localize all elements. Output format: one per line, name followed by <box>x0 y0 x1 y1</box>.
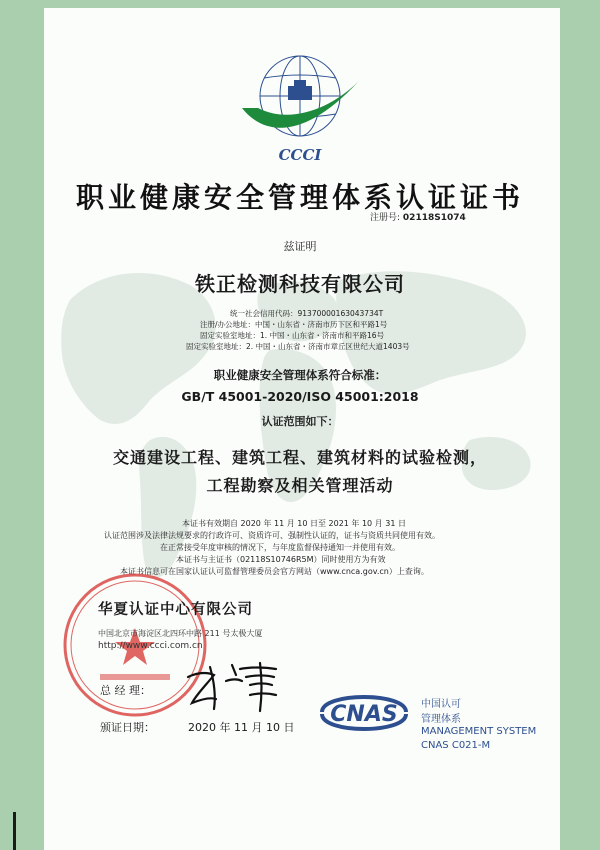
scope-line-2: 工程勘察及相关管理活动 <box>206 476 394 495</box>
cnas-line-4: CNAS C021-M <box>421 740 491 751</box>
cnas-logo-icon <box>312 684 416 742</box>
validity-line-4: 本证书与主证书（02118S10746R5M）同时使用方为有效 <box>176 555 386 564</box>
standard-label: 职业健康安全管理体系符合标准： <box>213 368 387 382</box>
logo-text: CCCI <box>278 146 322 164</box>
hereby-certify: 兹证明 <box>283 240 317 253</box>
lab-address-2-line: 固定实验室地址：2. 中国・山东省・济南市章丘区世纪大道1403号 <box>186 342 410 351</box>
registration-value: 02118S1074 <box>402 213 466 223</box>
cnas-line-2: 管理体系 <box>421 714 461 725</box>
registered-address-line: 注册/办公地址：中国・山东省・济南市历下区和平路1号 <box>200 320 388 329</box>
validity-line-5: 本证书信息可在国家认证认可监督管理委员会官方网站（www.cnca.gov.cn）上查询。 <box>120 567 429 576</box>
registration-label: 注册号: <box>370 213 401 223</box>
scope-line-1: 交通建设工程、建筑工程、建筑材料的试验检测， <box>112 448 487 467</box>
credit-code-line: 统一社会信用代码：91370000163043734T <box>230 309 384 318</box>
cnas-line-1: 中国认可 <box>421 699 461 710</box>
validity-line-2: 认证范围涉及法律法规要求的行政许可、资质许可、强制性认证的，证书与资质共同使用有效。 <box>104 531 440 540</box>
validity-line-1: 本证书有效期自 2020 年 11 月 10 日至 2021 年 10 月 31 日 <box>182 519 406 528</box>
certificate-title: 职业健康安全管理体系认证证书 <box>75 181 524 214</box>
issue-date-label: 颁证日期： <box>100 721 155 734</box>
scope-label: 认证范围如下： <box>261 415 339 428</box>
issuer-name: 华夏认证中心有限公司 <box>98 602 253 618</box>
general-manager-label: 总 经 理： <box>100 684 151 697</box>
issue-date-value: 2020 年 11 月 10 日 <box>188 721 295 734</box>
issuer-address: 中国北京市海淀区北四环中路 211 号太极大厦 <box>98 629 263 638</box>
cnas-line-3: MANAGEMENT SYSTEM <box>421 726 537 737</box>
cnas-logo-text: CNAS <box>330 702 398 727</box>
registration-number <box>370 210 466 223</box>
company-name: 铁正检测科技有限公司 <box>195 272 405 296</box>
ccci-logo-icon <box>234 48 366 168</box>
handwritten-signature-icon <box>180 655 290 715</box>
standard-value: GB/T 45001-2020/ISO 45001:2018 <box>181 389 419 404</box>
issuer-website[interactable]: http://www.ccci.com.cn <box>98 641 203 651</box>
scan-edge-mark <box>13 812 16 850</box>
lab-address-1-line: 固定实验室地址：1. 中国・山东省・济南市和平路16号 <box>200 331 385 340</box>
validity-line-3: 在正常接受年度审核的情况下，与年度监督保持通知一并使用有效。 <box>160 543 400 552</box>
